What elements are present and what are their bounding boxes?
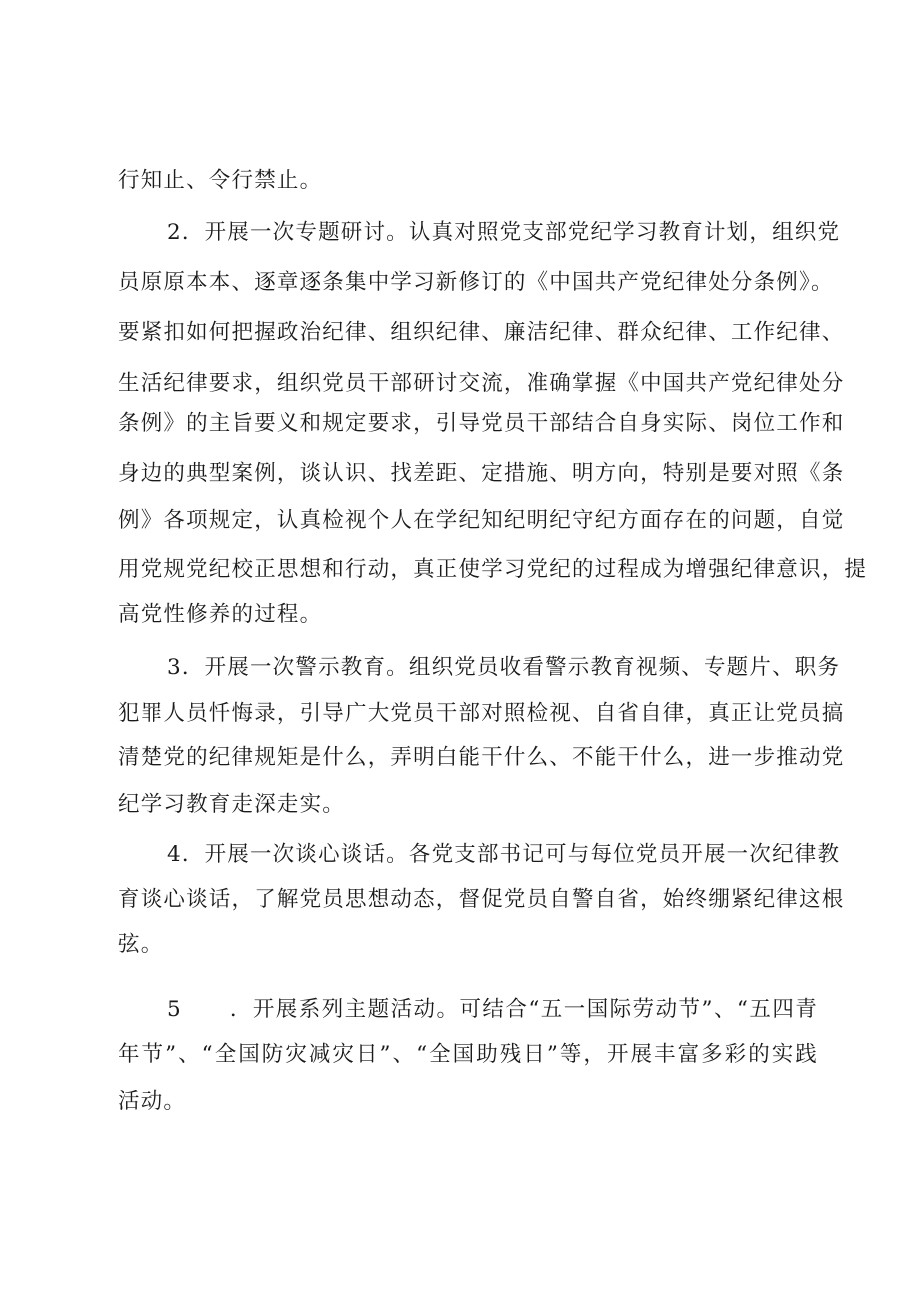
- item-5-number: 5: [167, 997, 182, 1022]
- item-5-heading-line: [167, 995, 818, 1025]
- paragraph-line: 要紧扣如何把握政治纪律、组织纪律、廉洁纪律、群众纪律、工作纪律、: [118, 320, 845, 345]
- paragraph-line: 例》各项规定，认真检视个人在学纪知纪明纪守纪方面存在的问题，自觉: [118, 508, 845, 533]
- paragraph-line: 活动。: [118, 1089, 187, 1114]
- paragraph-line: 身边的典型案例，谈认识、找差距、定措施、明方向，特别是要对照《条: [118, 461, 845, 486]
- paragraph-line: 用党规党纪校正思想和行动，真正使学习党纪的过程成为增强纪律意识，提: [118, 557, 868, 582]
- item-2-heading-line: 2．开展一次专题研讨。认真对照党支部党纪学习教育计划，组织党: [167, 220, 841, 245]
- paragraph-line: 高党性修养的过程。: [118, 602, 323, 627]
- paragraph-line: 育谈心谈话，了解党员思想动态，督促党员自警自省，始终绷紧纪律这根: [118, 887, 845, 912]
- paragraph-line: 员原原本本、逐章逐条集中学习新修订的《中国共产党纪律处分条例》。: [118, 270, 834, 295]
- paragraph-line: 条例》的主旨要义和规定要求，引导党员干部结合自身实际、岗位工作和: [118, 411, 845, 436]
- paragraph-line: 生活纪律要求，组织党员干部研讨交流，准确掌握《中国共产党纪律处分: [118, 371, 845, 396]
- paragraph-line: 年节”、“全国防灾减灾日”、“全国助残日”等，开展丰富多彩的实践: [118, 1042, 818, 1067]
- paragraph-line: 弦。: [118, 932, 164, 957]
- item-3-heading-line: 3．开展一次警示教育。组织党员收看警示教育视频、专题片、职务: [167, 655, 841, 680]
- paragraph-line: 纪学习教育走深走实。: [118, 792, 346, 817]
- paragraph-line: 犯罪人员忏悔录，引导广大党员干部对照检视、自省自律，真正让党员搞: [118, 701, 845, 726]
- number-gap: [182, 995, 230, 1025]
- item-4-heading-line: 4．开展一次谈心谈话。各党支部书记可与每位党员开展一次纪律教: [167, 842, 841, 867]
- paragraph-line: 行知止、令行禁止。: [118, 168, 323, 193]
- item-5-heading-text: ．开展系列主题活动。可结合“五一国际劳动节”、“五四青: [229, 997, 818, 1022]
- paragraph-line: 清楚党的纪律规矩是什么，弄明白能干什么、不能干什么，进一步推动党: [118, 745, 845, 770]
